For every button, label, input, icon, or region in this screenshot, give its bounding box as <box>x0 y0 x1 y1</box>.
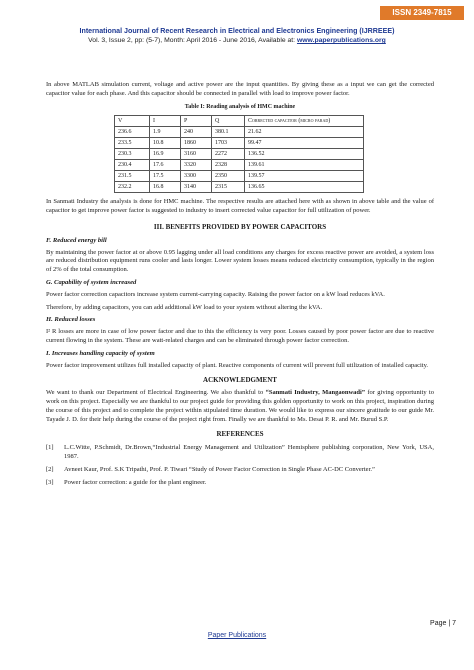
table-cell: 99.47 <box>245 138 364 149</box>
table-cell: 236.6 <box>115 127 150 138</box>
footer-publisher-link[interactable]: Paper Publications <box>207 632 267 639</box>
reference-item <box>46 444 434 462</box>
table-cell: 380.1 <box>212 127 245 138</box>
ack-text-end: for giving opportunity to work on this project. Especially we are thankful to our project guide for providing this golden opportunity to work on this project, inspiration during the course of this project and to complete the project within stipulated time duration. We would like to express our sincere gratitude to our guide Mr. Tayade J. D. for their help during the course of the project right from. Finally we are thankful to Ms. Desai P. R. and Mr. Burud S.P. <box>46 389 434 423</box>
table-cell: 17.6 <box>150 160 181 171</box>
reference-text: Power factor correction: a guide for the plant engineer. <box>64 478 207 486</box>
table-cell: 21.62 <box>245 127 364 138</box>
reference-item <box>46 479 434 488</box>
table-header-cell: V <box>115 116 150 127</box>
subsection-paragraph: Power factor improvement utilizes full installed capacity of plant. Reactive components of current will prevent full utilization of installed capacity. <box>46 361 429 369</box>
subsection-heading: G. Capability of system increased <box>46 278 137 286</box>
subsection-paragraph: I² R losses are more in case of low power factor and due to this the efficiency is very poor. Losses caused by poor power factor are due to reactive current flowing in the system. These are watt-related charges and can be eliminated through power factor correction. <box>46 328 434 344</box>
table-cell: 3160 <box>181 149 212 160</box>
table-row <box>115 138 364 149</box>
ack-text-start: We want to thank our Department of Electrical Engineering. We also thankful to <box>46 389 266 397</box>
table-cell: 17.5 <box>150 171 181 182</box>
reference-text: L.C.Witte, P.Schmidt, Dr.Brown,“Industrial Energy Management and Utilization” Hemisphere publishing corporation, New York, USA, 1987. <box>64 444 434 460</box>
subsection-paragraph: Therefore, by adding capacitors, you can add additional kW load to your system without altering the kVA. <box>46 303 323 311</box>
table-cell: 2328 <box>212 160 245 171</box>
reference-number: [3] <box>46 478 54 486</box>
reference-number: [1] <box>46 444 54 452</box>
table-cell: 1.9 <box>150 127 181 138</box>
table-cell: 16.9 <box>150 149 181 160</box>
table-cell: 3320 <box>181 160 212 171</box>
issn-badge: ISSN 2349-7815 <box>380 6 464 20</box>
table-header-cell: P <box>181 116 212 127</box>
table-cell: 1703 <box>212 138 245 149</box>
table-cell: 2315 <box>212 182 245 193</box>
acknowledgment-title: ACKNOWLEDGMENT <box>203 376 277 385</box>
table-header-row <box>115 116 364 127</box>
table-header-cell: Q <box>212 116 245 127</box>
page-number: Page | 7 <box>430 620 456 627</box>
journal-url-link[interactable]: www.paperpublications.org <box>296 37 386 44</box>
reading-table <box>114 115 364 193</box>
table-row <box>115 160 364 171</box>
table-caption: Table I: Reading analysis of HMC machine <box>184 103 296 110</box>
table-row <box>115 127 364 138</box>
table-cell: 233.5 <box>115 138 150 149</box>
table-header-cell: Corrected capacitor (micro farad) <box>245 116 364 127</box>
acknowledgment-paragraph <box>46 389 434 424</box>
table-cell: 1860 <box>181 138 212 149</box>
volume-info <box>0 36 474 45</box>
table-row <box>115 149 364 160</box>
subsection-heading: F. Reduced energy bill <box>46 236 107 244</box>
table-cell: 231.5 <box>115 171 150 182</box>
table-row <box>115 182 364 193</box>
table-cell: 3300 <box>181 171 212 182</box>
reference-text: Avneet Kaur, Prof. S.K Tripathi, Prof. P. Tiwari “Study of Power Factor Correction in Single Phase AC-DC Converter.” <box>64 465 375 473</box>
reference-item <box>46 466 434 475</box>
table-cell: 10.8 <box>150 138 181 149</box>
footer <box>0 632 474 639</box>
ack-industry-name: “Sanmati Industry, Mangaonwadi” <box>265 389 366 397</box>
table-cell: 139.61 <box>245 160 364 171</box>
journal-header <box>0 27 474 45</box>
table-cell: 2350 <box>212 171 245 182</box>
table-cell: 230.3 <box>115 149 150 160</box>
intro-paragraph: In above MATLAB simulation current, voltage and active power are the input quantities. By giving these as a input we can get the corrected capacitor value for each phase. And this capacitor should be connected in parallel with load to improve power factor. <box>46 81 434 97</box>
journal-title: International Journal of Recent Research in Electrical and Electronics Engineering (IJRREEE) <box>79 27 395 35</box>
after-table-paragraph: In Sanmati Industry the analysis is done for HMC machine. The respective results are attached here with as shown in above table and the value of capacitor to get improve power factor is suggested to industry to insert corrected value capacitor for full utilization of power. <box>46 198 434 215</box>
table-cell: 230.4 <box>115 160 150 171</box>
subsection-paragraph: Power factor correction capacitors increase system current-carrying capacity. Raising the power factor on a kW load reduces kVA. <box>46 290 385 298</box>
table-header-cell: I <box>150 116 181 127</box>
subsection-heading: I. Increases handling capacity of system <box>46 349 155 357</box>
table-cell: 232.2 <box>115 182 150 193</box>
table-cell: 2272 <box>212 149 245 160</box>
table-cell: 16.8 <box>150 182 181 193</box>
volume-text: Vol. 3, Issue 2, pp: (5-7), Month: April 2016 - June 2016, Available at: <box>88 37 296 44</box>
table-cell: 3140 <box>181 182 212 193</box>
references-title: REFERENCES <box>216 430 264 439</box>
table-cell: 136.65 <box>245 182 364 193</box>
section-title: III. BENEFITS PROVIDED BY POWER CAPACITORS <box>153 222 327 231</box>
table-cell: 240 <box>181 127 212 138</box>
table-cell: 139.57 <box>245 171 364 182</box>
subsection-paragraph: By maintaining the power factor at or above 0.95 lagging under all load conditions any charges for excess reactive power are avoided, a system loss are reduced distribution equipment runs cooler and lasts longer. Lower system losses means reduced electricity consumption, typically in the region of 2% of the total consumption. <box>46 248 434 274</box>
reference-number: [2] <box>46 465 54 473</box>
table-row <box>115 171 364 182</box>
page-content <box>46 81 434 491</box>
subsection-heading: H. Reduced losses <box>46 316 96 324</box>
table-cell: 136.52 <box>245 149 364 160</box>
